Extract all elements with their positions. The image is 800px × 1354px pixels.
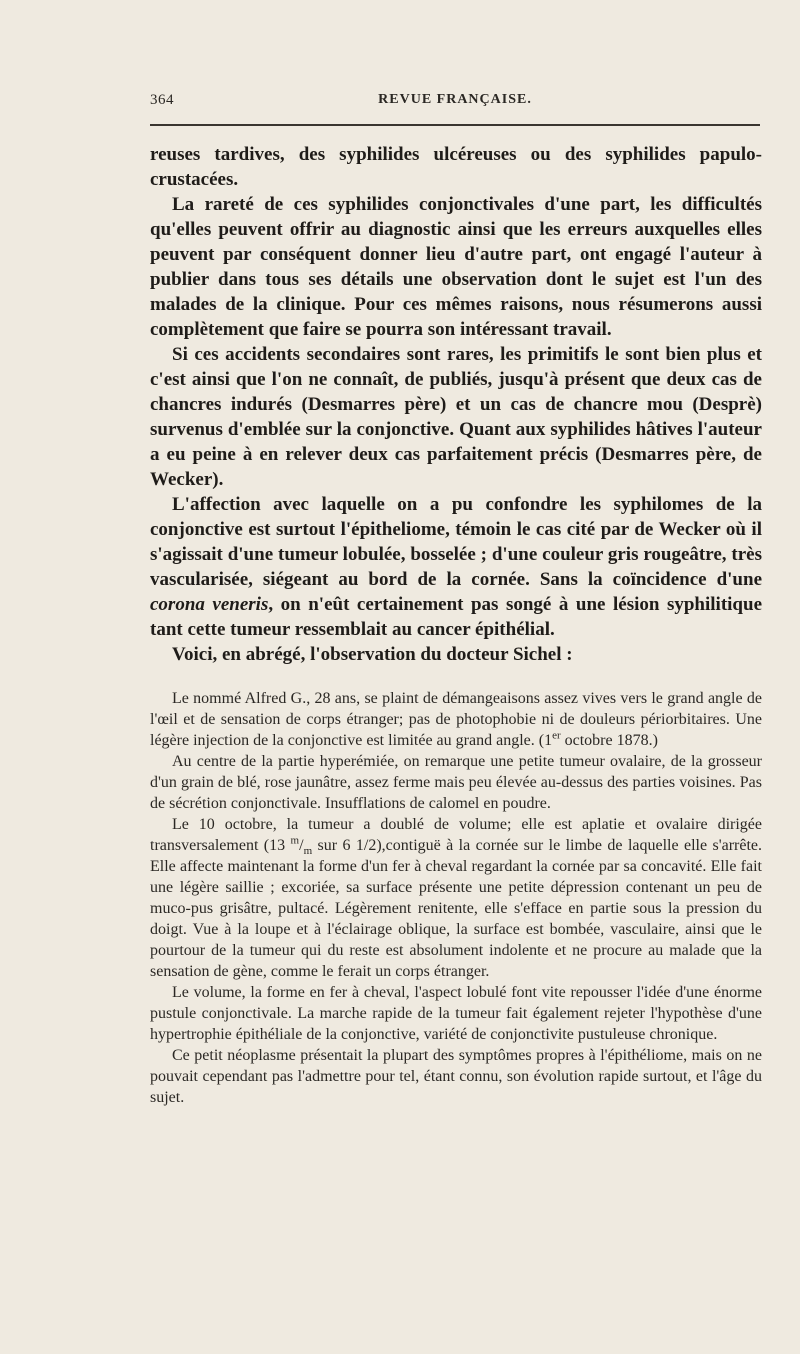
paragraph-4-start: L'affection avec laquelle on a pu confondre les syphilomes de la conjonctive est surtout l'épitheliome, témoin le cas cité par de Wecker où il s'agissait d'une tumeur lobulée, bosselée ; d'une couleur gris rougeâtre, très vascularisée, siégeant au bord de la cornée. Sans la coïncidence d'une: [150, 494, 762, 590]
observation-3-start: Le 10 octobre, la tumeur a doublé de volume; elle est aplatie et ovalaire dirigée transversalement (13: [150, 816, 762, 854]
paragraph-4: [150, 492, 762, 642]
observation-paragraph-5: Ce petit néoplasme présentait la plupart des symptômes propres à l'épithéliome, mais on ne pouvait cependant pas l'admettre pour tel, étant connu, son évolution rapide surtout, et l'âge du sujet.: [150, 1047, 762, 1106]
paragraph-5: Voici, en abrégé, l'observation du docteur Sichel :: [172, 644, 573, 665]
paragraph-3: Si ces accidents secondaires sont rares, les primitifs le sont bien plus et c'est ainsi que l'on ne connaît, de publiés, jusqu'à présent que deux cas de chancres indurés (Desmarres père) et un cas de chancre mou (Desprè) survenus d'emblée sur la conjonctive. Quant aux syphilides hâtives l'auteur a eu peine à en relever deux cas parfaitement précis (Desmarres père, de Wecker).: [150, 344, 762, 490]
observation-paragraph-4: Le volume, la forme en fer à cheval, l'aspect lobulé font vite repousser l'idée d'une énorme pustule conjonctivale. La marche rapide de la tumeur fait également rejeter l'hypothèse d'une hypertrophie épithéliale de la conjonctive, variété de conjonctivite pustuleuse chronique.: [150, 984, 762, 1043]
header-rule: [150, 124, 760, 126]
paragraph-1: reuses tardives, des syphilides ulcéreuses ou des syphilides papulo-crustacées.: [150, 144, 762, 190]
paragraph-2: La rareté de ces syphilides conjonctivales d'une part, les difficultés qu'elles peuvent offrir au diagnostic ainsi que les erreurs auxquelles elles peuvent par conséquent donner lieu d'autre part, ont engagé l'auteur à publier dans tous ses détails une observation dont le sujet est l'un des malades de la clinique. Pour ces mêmes raisons, nous résumerons aussi complètement que faire se pourra son intéressant travail.: [150, 194, 762, 340]
observation-paragraph-1: [150, 688, 762, 751]
paragraph-4-italic: corona veneris: [150, 594, 269, 615]
observation-3-sub: m: [303, 845, 313, 858]
observation-1-start: Le nommé Alfred G., 28 ans, se plaint de démangeaisons assez vives vers le grand angle de l'œil et de sensation de corps étranger; pas de photophobie ni de douleurs périorbitaires. Une légère injection de la conjonctive est limitée au grand angle. (1: [150, 690, 762, 749]
observation-3-end: sur 6 1/2),contiguë à la cornée sur le limbe de laquelle elle s'arrête. Elle affecte maintenant la forme d'un fer à cheval regardant la cornée par sa concavité. Elle fait une légère saillie ; excoriée, sa surface présente une petite dépression contenant un peu de muco-pus grisâtre, pultacé. Légèrement renitente, elle s'efface en partie sous la pression du doigt. Vue à la loupe et à l'éclairage oblique, la surface est bombée, vasculaire, ainsi que le pourtour de la tumeur qui du reste est absolument indolente et ne procure au malade que la sensation de gène, comme le ferait un corps étranger.: [150, 837, 762, 980]
page-header: [150, 92, 760, 114]
page-number: 364: [150, 92, 174, 108]
main-text: [150, 142, 762, 667]
observation-text: [150, 688, 762, 1108]
observation-1-sup: er: [552, 729, 561, 742]
observation-1-end: octobre 1878.): [560, 732, 658, 749]
observation-3-slash: /: [299, 837, 304, 854]
running-head: REVUE FRANÇAISE.: [378, 92, 532, 107]
paragraph-4-end: , on n'eût certainement pas songé à une lésion syphilitique tant cette tumeur ressemblait au cancer épithélial.: [150, 594, 763, 640]
observation-paragraph-2: Au centre de la partie hyperémiée, on remarque une petite tumeur ovalaire, de la grosseur d'un grain de blé, rose jaunâtre, assez ferme mais peu élevée au-dessus des parties voisines. Pas de sécrétion conjonctivale. Insufflations de calomel en poudre.: [150, 753, 762, 812]
observation-3-sup: m: [290, 834, 300, 847]
observation-paragraph-3: [150, 814, 762, 982]
